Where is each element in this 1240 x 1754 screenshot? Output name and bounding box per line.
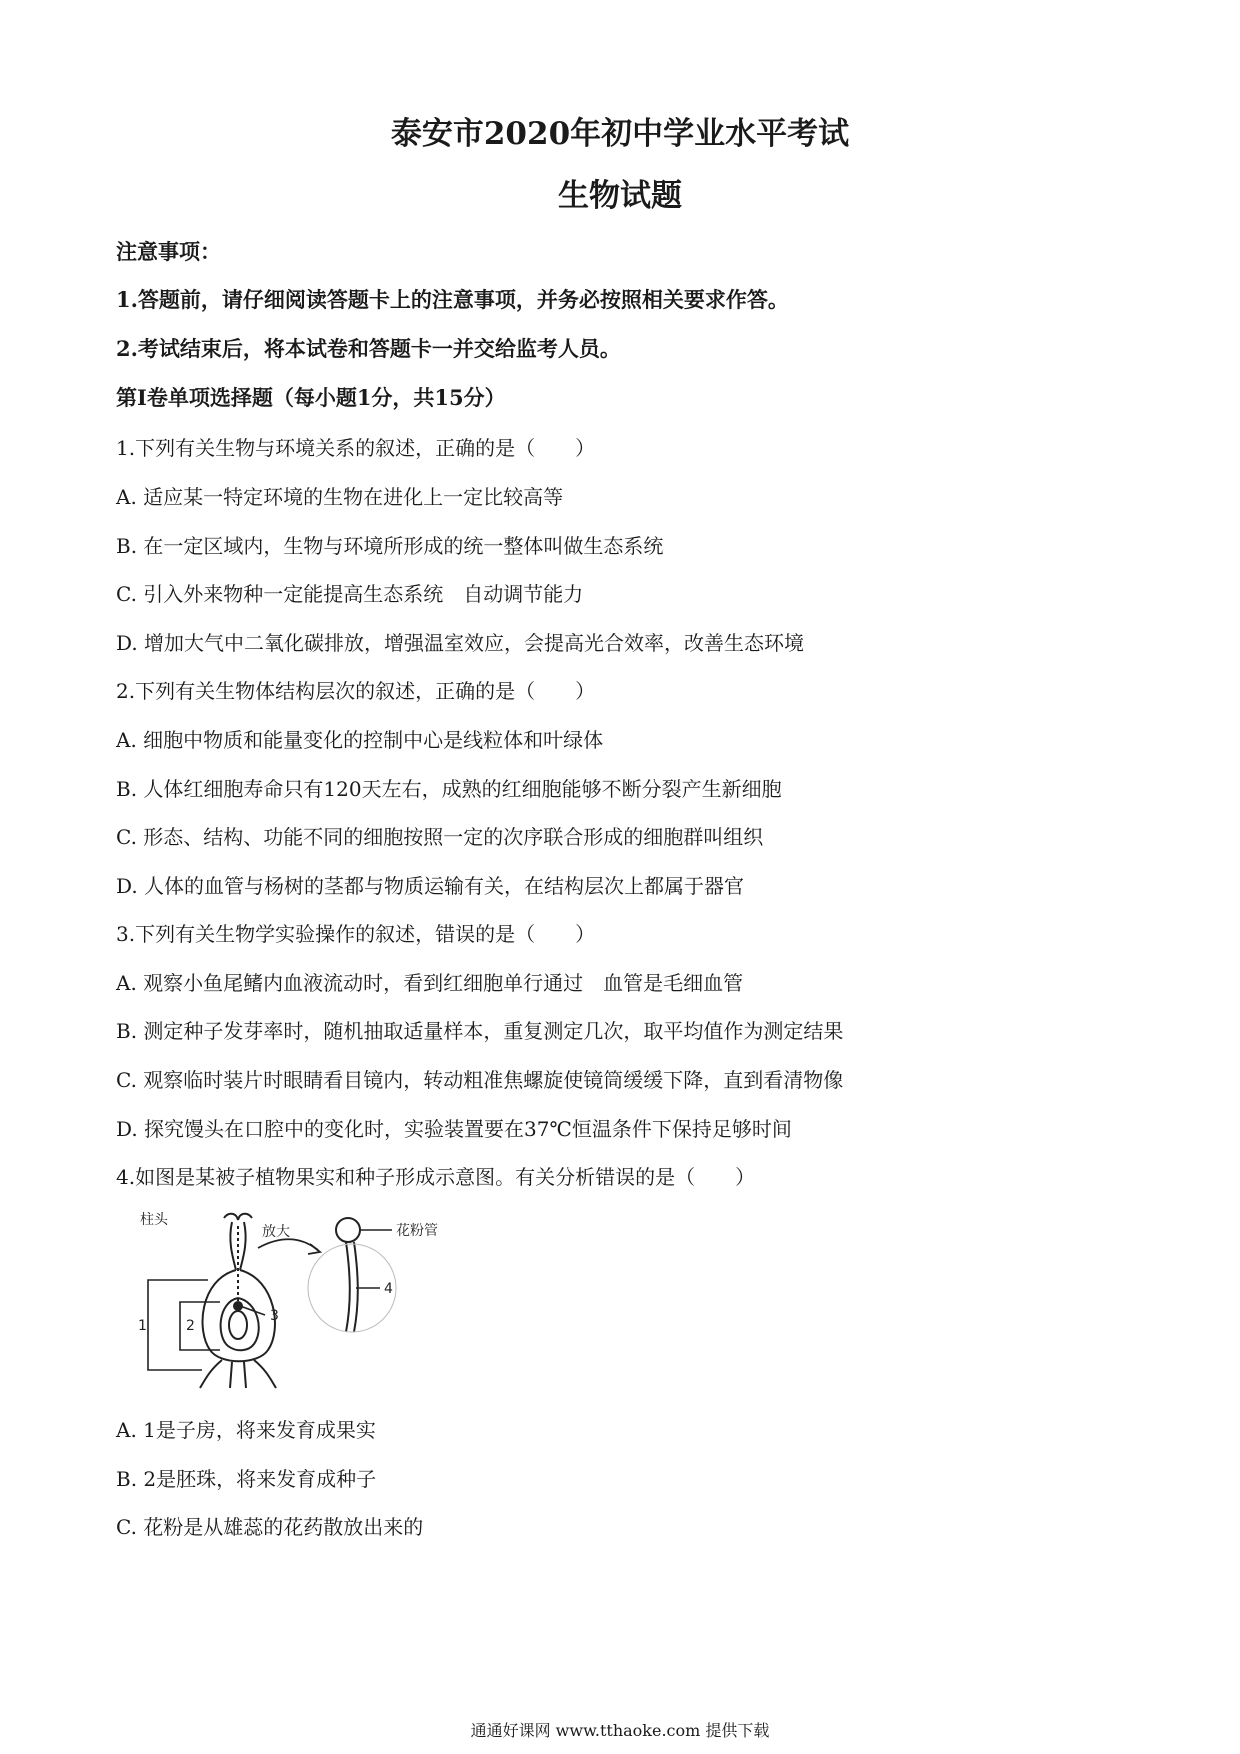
magnified-field xyxy=(308,1244,396,1332)
question-4-stem: 4.如图是某被子植物果实和种子形成示意图。有关分析错误的是（ ） xyxy=(116,1165,756,1189)
number-label-4: 4 xyxy=(384,1281,393,1297)
pollen-tube-label: 花粉管 xyxy=(396,1223,438,1239)
section-heading: 第Ⅰ卷单项选择题（每小题1分，共15分） xyxy=(116,385,506,410)
question-2-stem: 2.下列有关生物体结构层次的叙述，正确的是（ ） xyxy=(116,679,596,703)
magnify-label: 放大 xyxy=(262,1224,290,1240)
notice-item-1: 1.答题前，请仔细阅读答题卡上的注意事项，并务必按照相关要求作答。 xyxy=(116,287,789,312)
magnify-arrow xyxy=(258,1239,318,1250)
pollen-grain xyxy=(336,1218,360,1242)
question-1-stem: 1.下列有关生物与环境关系的叙述，正确的是（ ） xyxy=(116,436,596,460)
stigma-label: 柱头 xyxy=(140,1212,168,1228)
question-3-option-a: A. 观察小鱼尾鳍内血液流动时，看到红细胞单行通过 血管是毛细血管 xyxy=(116,971,744,995)
embryo-sac xyxy=(229,1311,247,1339)
question-4-option-c: C. 花粉是从雄蕊的花药散放出来的 xyxy=(116,1515,424,1539)
exam-subtitle: 生物试题 xyxy=(558,178,682,214)
pollen-tube-left xyxy=(346,1242,350,1332)
style-left-line xyxy=(230,1222,236,1270)
question-1-option-b: B. 在一定区域内，生物与环境所形成的统一整体叫做生态系统 xyxy=(116,534,664,558)
pollen-tube-right xyxy=(354,1242,358,1332)
notice-item-2: 2.考试结束后，将本试卷和答题卡一并交给监考人员。 xyxy=(116,336,621,361)
question-1-option-d: D. 增加大气中二氧化碳排放，增强温室效应，会提高光合效率，改善生态环境 xyxy=(116,631,805,655)
receptacle-right xyxy=(254,1360,276,1388)
question-4-option-b: B. 2是胚珠，将来发育成种子 xyxy=(116,1467,377,1491)
notice-heading: 注意事项： xyxy=(116,239,221,264)
question-3-option-d: D. 探究馒头在口腔中的变化时，实验装置要在37℃恒温条件下保持足够时间 xyxy=(116,1117,792,1141)
fruit-formation-diagram xyxy=(140,1210,470,1390)
number-label-3: 3 xyxy=(270,1308,279,1324)
question-1-option-a: A. 适应某一特定环境的生物在进化上一定比较高等 xyxy=(116,485,564,509)
question-2-option-a: A. 细胞中物质和能量变化的控制中心是线粒体和叶绿体 xyxy=(116,728,604,752)
question-1-option-c: C. 引入外来物种一定能提高生态系统 自动调节能力 xyxy=(116,582,584,606)
question-2-option-c: C. 形态、结构、功能不同的细胞按照一定的次序联合形成的细胞群叫组织 xyxy=(116,825,764,849)
number-label-2: 2 xyxy=(186,1318,195,1334)
question-3-option-c: C. 观察临时装片时眼睛看目镜内，转动粗准焦螺旋使镜筒缓缓下降，直到看清物像 xyxy=(116,1068,844,1092)
style-right-line xyxy=(240,1222,246,1270)
exam-title: 泰安市2020年初中学业水平考试 xyxy=(390,116,850,152)
label-1-bracket xyxy=(148,1280,208,1370)
question-2-option-d: D. 人体的血管与杨树的茎都与物质运输有关，在结构层次上都属于器官 xyxy=(116,874,745,898)
stigma-lobe-left xyxy=(224,1214,238,1220)
question-4-option-a: A. 1是子房，将来发育成果实 xyxy=(116,1418,376,1442)
question-2-option-b: B. 人体红细胞寿命只有120天左右，成熟的红细胞能够不断分裂产生新细胞 xyxy=(116,777,782,801)
question-3-stem: 3.下列有关生物学实验操作的叙述，错误的是（ ） xyxy=(116,922,596,946)
ovary-outline xyxy=(203,1270,275,1361)
page-footer: 通通好课网 www.tthaoke.com 提供下载 xyxy=(470,1721,770,1740)
stigma-lobe-right xyxy=(238,1214,252,1220)
receptacle-left xyxy=(200,1360,222,1388)
stalk-right xyxy=(244,1362,246,1388)
number-label-1: 1 xyxy=(138,1318,147,1334)
question-3-option-b: B. 测定种子发芽率时，随机抽取适量样本，重复测定几次，取平均值作为测定结果 xyxy=(116,1019,844,1043)
stalk-left xyxy=(230,1362,232,1388)
